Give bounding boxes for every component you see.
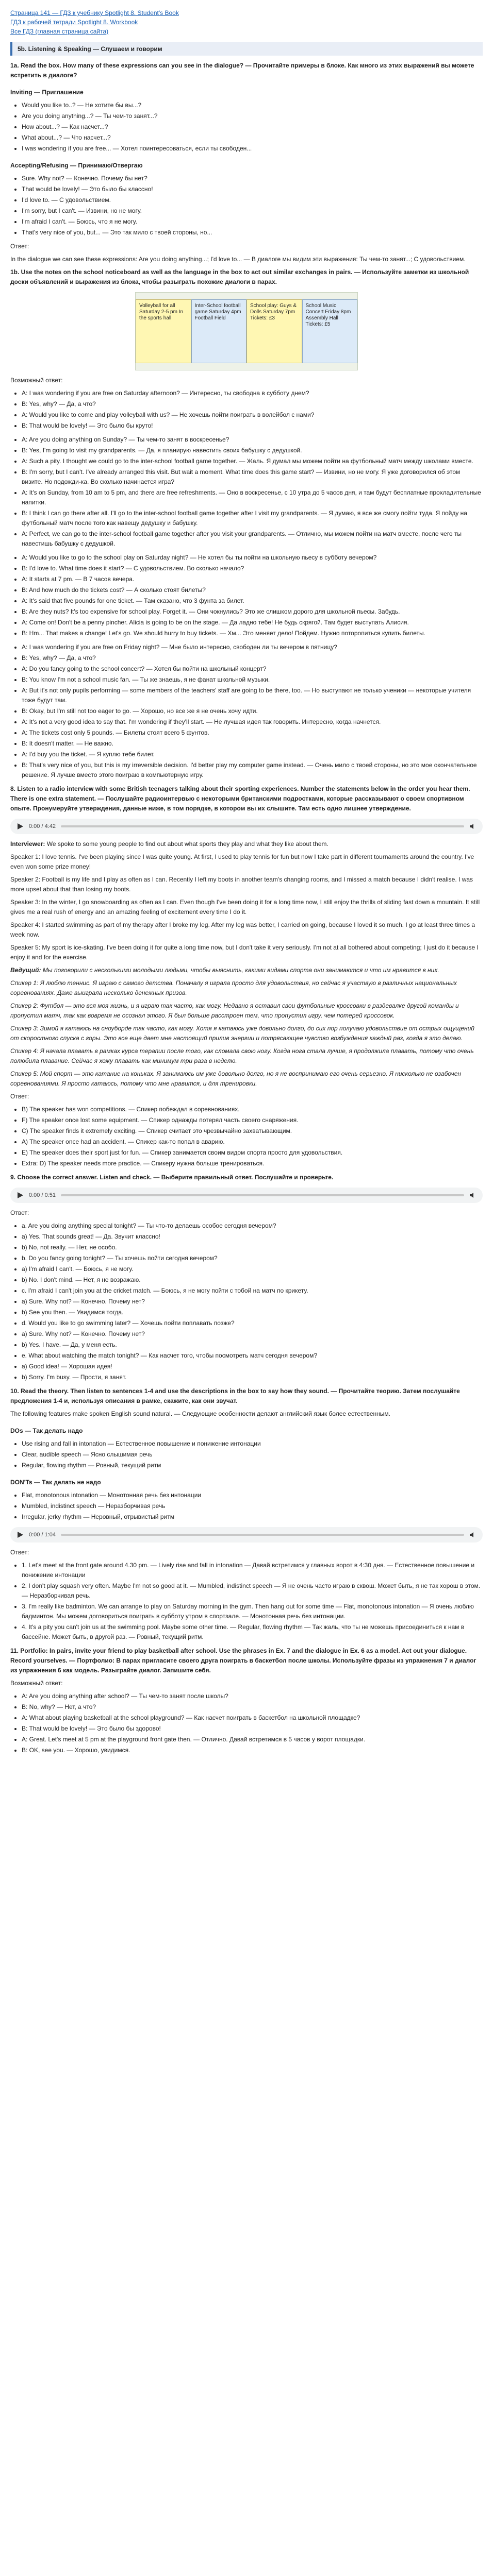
- theory-title: The following features make spoken English sound natural. — Следующие особенности делают английский язык более естественным.: [10, 1410, 390, 1417]
- list-item: • 3. I'm really like badminton. We can arrange to play on Saturday morning in the gym. Then hang out for some time — Flat, monotonous intonation — Я очень люблю бадминтон. Мы можем договориться поиграть в субботу утром в спортзале. — Монотонная речь без интонации.: [22, 1602, 483, 1621]
- dialogue-line: • A: Are you doing anything after school? — Ты чем-то занят после школы?: [22, 1691, 483, 1701]
- dialogue: [10, 642, 483, 780]
- main-content: [0, 61, 493, 1755]
- dialogue-line: • B: That would be lovely! — Это было бы круто!: [22, 421, 483, 431]
- dialogue-line: • A: Great. Let's meet at 5 pm at the playground front gate then. — Отлично. Давай встретимся в 5 часов у ворот площадки.: [22, 1735, 483, 1744]
- translation-text: Спикер 5: Мой спорт — это катание на коньках. Я занимаюсь им уже довольно долго, но я не воспринимаю его очень серьезно. Я нисколько не озабочен соревнованиями. Я просто катаюсь, потому что мне нравится, и для тренировки.: [10, 1070, 462, 1087]
- dialogue-line: • A: Would you like to go to the school play on Saturday night? — Не хотел бы ты пойти на школьную пьесу в субботу вечером?: [22, 553, 483, 563]
- notice-note: School Music Concert Friday 8pm Assembly Hall Tickets: £5: [302, 299, 358, 363]
- exercise-task: 8. Listen to a radio interview with some British teenagers talking about their sporting experiences. Number the statements below in the order you hear them. There is one extra statement. — Послушайте радиоинтервью с некоторыми британскими подростками, которые рассказывают о своем спортивном опыте. Пронумеруйте утверждения, данные ниже, в том порядке, в котором вы их слышите. Там есть одно лишнее утверждение.: [10, 785, 470, 812]
- list-item: • 2. I don't play squash very often. Maybe I'm not so good at it. — Mumbled, indistinct speech — Я не очень часто играю в сквош. Может быть, я не так хорош в этом. — Неразборчивая речь.: [22, 1581, 483, 1601]
- dialogue-line: • B: Hm... That makes a change! Let's go. We should hurry to buy tickets. — Хм... Это меняет дело! Пойдем. Нужно поторопиться купить билеты.: [22, 629, 483, 638]
- list-item: • 4. It's a pity you can't join us at the swimming pool. Maybe some other time. — Regular, flowing rhythm — Так жаль, что ты не можешь присоединиться к нам в бассейне. Может быть, в другой раз. — Ровный, текущий ритм.: [22, 1622, 483, 1642]
- dialogue: [10, 435, 483, 549]
- subheading: Inviting — Приглашение: [10, 89, 84, 96]
- translation-text: Спикер 4: Я начала плавать в рамках курса терапии после того, как сломала свою ногу. Когда нога стала лучше, я продолжила плавать, потому что очень полюбила плавание. Сейчас я хожу плавать как минимум три раза в неделю.: [10, 1047, 474, 1064]
- translation-text: Спикер 3: Зимой я катаюсь на сноуборде так часто, как могу. Хотя я катаюсь уже довольно долго, до сих пор получаю удовольствие от острых ощущений от скоростного спуска с горы. Это все еще дает мне настоящий прилив энергии и потрясающее чувство возбуждения каждый раз, когда я это делаю.: [10, 1025, 474, 1042]
- question-item: • c. I'm afraid I can't join you at the cricket match. — Боюсь, я не могу пойти с тобой на матч по крикету.: [22, 1286, 483, 1296]
- breadcrumb-link[interactable]: Страница 141 — ГДЗ к учебнику Spotlight 8. Student's Book: [10, 9, 179, 16]
- dialogue-line: • B: You know I'm not a school music fan. — Ты же знаешь, я не фанат школьной музыки.: [22, 675, 483, 685]
- list-item: • Irregular, jerky rhythm — Неровный, отрывистый ритм: [22, 1512, 483, 1522]
- audio-progress-bar[interactable]: [61, 825, 464, 827]
- dialogue-line: • B: OK, see you. — Хорошо, увидимся.: [22, 1745, 483, 1755]
- option-item: • b) Yes. I have. — Да, у меня есть.: [22, 1340, 483, 1350]
- dialogue: [10, 553, 483, 638]
- list-item: • Would you like to..? — Не хотите бы вы...?: [22, 100, 483, 110]
- audio-player[interactable]: [10, 1188, 483, 1203]
- option-item: • a) Yes. That sounds great! — Да. Звучит классно!: [22, 1232, 483, 1242]
- option-item: • a) I'm afraid I can't. — Боюсь, я не могу.: [22, 1264, 483, 1274]
- question-item: • d. Would you like to go swimming later? — Хочешь пойти поплавать позже?: [22, 1318, 483, 1328]
- exercise-task: 11. Portfolio: In pairs, invite your friend to play basketball after school. Use the phrases in Ex. 7 and the dialogue in Ex. 6 as a model. Act out your dialogue. Record yourselves. — Портфолио: В парах пригласите своего друга поиграть в баскетбол после школы. Используйте фразы из упражнения 7 и диалог из упражнения 6 как модель. Разыграйте диалог. Запишите себя.: [10, 1647, 476, 1674]
- breadcrumb-link[interactable]: ГДЗ к рабочей тетради Spotlight 8. Workbook: [10, 19, 138, 26]
- question-item: • a. Are you doing anything special tonight? — Ты что-то делаешь особое сегодня вечером?: [22, 1221, 483, 1231]
- noticeboard-image: [135, 292, 358, 370]
- dialogue-line: • A: Are you doing anything on Sunday? — Ты чем-то занят в воскресенье?: [22, 435, 483, 445]
- subheading: DON'Ts — Так делать не надо: [10, 1479, 101, 1486]
- list-item: • I'm sorry, but I can't. — Извини, но не могу.: [22, 206, 483, 216]
- play-icon[interactable]: [17, 823, 24, 830]
- answer-label: Ответ:: [10, 1549, 29, 1556]
- dialogue-line: • B: It doesn't matter. — Не важно.: [22, 739, 483, 749]
- list-item: • Clear, audible speech — Ясно слышимая речь: [22, 1450, 483, 1460]
- notice-note: Inter-School football game Saturday 4pm Football Field: [191, 299, 247, 363]
- answer-label: Возможный ответ:: [10, 377, 63, 384]
- translation-text: Спикер 2: Футбол — это вся моя жизнь, и я играю так часто, как могу. Недавно я оставил свои футбольные кроссовки в раздевалке другой команды и пропустил матч, так как вовремя не осознал этого. Я был больше расстроен тем, что пропустил игру, чем потерей кроссовок.: [10, 1002, 459, 1019]
- transcript-text: Speaker 4: I started swimming as part of my therapy after I broke my leg. After my leg was better, I carried on going, because I loved it so much. I go at least three times a week now.: [10, 921, 475, 938]
- question-item: • b. Do you fancy going tonight? — Ты хочешь пойти сегодня вечером?: [22, 1253, 483, 1263]
- list-item: • Sure. Why not? — Конечно. Почему бы нет?: [22, 174, 483, 183]
- dialogue-line: • A: I was wondering if you are free on Saturday afternoon? — Интересно, ты свободна в субботу днем?: [22, 388, 483, 398]
- breadcrumb: [0, 0, 493, 39]
- dialogue-line: • A: I'd buy you the ticket. — Я куплю тебе билет.: [22, 750, 483, 759]
- volume-icon[interactable]: [469, 1192, 476, 1199]
- phrase-list: [10, 100, 483, 154]
- question-item: • e. What about watching the match tonight? — Как насчет того, чтобы посмотреть матч сегодня вечером?: [22, 1351, 483, 1361]
- dialogue-line: • A: I was wondering if you are free on Friday night? — Мне было интересно, свободен ли ты вечером в пятницу?: [22, 642, 483, 652]
- translation-text: Мы поговорили с несколькими молодыми людьми, чтобы выяснить, какими видами спорта они занимаются и что им нравится в них.: [42, 967, 439, 974]
- audio-time: 0:00 / 4:42: [29, 823, 56, 829]
- list-item: • E) The speaker does their sport just for fun. — Спикер занимается своим видом спорта просто для удовольствия.: [22, 1148, 483, 1158]
- audio-progress-bar[interactable]: [61, 1194, 464, 1196]
- dialogue-line: • A: Would you like to come and play volleyball with us? — Не хочешь пойти поиграть в волейбол с нами?: [22, 410, 483, 420]
- exercise-task: 1b. Use the notes on the school noticeboard as well as the language in the box to act out similar exchanges in pairs. — Используйте заметки из школьной доски объявлений и выражения из блока, чтобы разыграть похожие диалоги в парах.: [10, 268, 469, 285]
- option-item: • a) Good idea! — Хорошая идея!: [22, 1362, 483, 1371]
- dialogue-line: • B: Okay, but I'm still not too eager to go. — Хорошо, но все же я не очень хочу идти.: [22, 706, 483, 716]
- option-item: • b) No. I don't mind. — Нет, я не возражаю.: [22, 1275, 483, 1285]
- list-item: • A) The speaker once had an accident. — Спикер как-то попал в аварию.: [22, 1137, 483, 1147]
- speaker-label: Ведущий:: [10, 967, 41, 974]
- list-item: • Flat, monotonous intonation — Монотонная речь без интонации: [22, 1490, 483, 1500]
- option-item: • a) Sure. Why not? — Конечно. Почему нет?: [22, 1297, 483, 1307]
- dialogue: [10, 388, 483, 431]
- transcript-text: Speaker 5: My sport is ice-skating. I've been doing it for quite a long time now, but I don't take it very seriously. I'm not at all bothered about competing; I just do it because I enjoy it and for the exercise.: [10, 944, 479, 961]
- dialogue-line: • B: That's very nice of you, but this is my irreversible decision. I'd better play my computer game instead. — Очень мило с твоей стороны, но это мое окончательное решение. Я лучше вместо этого поиграю в компьютерную игру.: [22, 760, 483, 780]
- volume-icon[interactable]: [469, 823, 476, 830]
- list-item: • Are you doing anything...? — Ты чем-то занят...?: [22, 111, 483, 121]
- list-item: • Regular, flowing rhythm — Ровный, текущий ритм: [22, 1461, 483, 1470]
- list-item: • I'm afraid I can't. — Боюсь, что я не могу.: [22, 217, 483, 227]
- dialogue-line: • A: It's on Sunday, from 10 am to 5 pm, and there are free refreshments. — Оно в воскресенье, с 10 утра до 5 часов дня, и там будут бесплатные прохладительные напитки.: [22, 488, 483, 507]
- dialogue-line: • B: No, why? — Нет, а что?: [22, 1702, 483, 1712]
- list-item: • I was wondering if you are free... — Хотел поинтересоваться, если ты свободен...: [22, 144, 483, 154]
- play-icon[interactable]: [17, 1531, 24, 1538]
- answer-label: Ответ:: [10, 1209, 29, 1216]
- list-item: • How about...? — Как насчет...?: [22, 122, 483, 132]
- speaker-label: Interviewer:: [10, 840, 45, 848]
- answer-label: Ответ:: [10, 1093, 29, 1100]
- dialogue-line: • A: But it's not only pupils performing — some members of the teachers' staff are going to be there, too. — Но выступают не только ученики — некоторые учителя тоже будут там.: [22, 686, 483, 705]
- answer-label: Возможный ответ:: [10, 1680, 63, 1687]
- audio-time: 0:00 / 0:51: [29, 1192, 56, 1198]
- audio-progress-bar[interactable]: [61, 1534, 464, 1536]
- transcript-text: Speaker 3: In the winter, I go snowboarding as often as I can. Even though I've been doing it for a long time now, I still enjoy the thrills of sliding fast down a mountain. It still gives me a real rush of energy and an amazing feeling of excitement every time I do it.: [10, 899, 480, 916]
- transcript-text: We spoke to some young people to find out about what sports they play and what they like about them.: [46, 840, 328, 848]
- phrase-list: [10, 174, 483, 238]
- dos-list: [10, 1439, 483, 1470]
- dialogue-line: • A: Perfect, we can go to the inter-school football game together after you visit your grandparents. — Отлично, мы можем пойти на матч вместе, после чего ты навестишь бабушку с дедушкой.: [22, 529, 483, 549]
- answer-text: In the dialogue we can see these expressions: Are you doing anything...; I'd love to... — В диалоге мы видим эти выражения: Ты чем-то занят...; С удовольствием.: [10, 256, 466, 263]
- dialogue-line: • B: Are they nuts? It's too expensive for school play. Forget it. — Они чокнулись? Это же слишком дорого для школьной пьесы. Забудь.: [22, 607, 483, 617]
- answer-label: Ответ:: [10, 243, 29, 250]
- answer-list: [10, 1105, 483, 1168]
- subheading: Accepting/Refusing — Принимаю/Отвергаю: [10, 162, 143, 169]
- dialogue-line: • A: It's said that five pounds for one ticket. — Там сказано, что 3 фунта за билет.: [22, 596, 483, 606]
- list-item: • B) The speaker has won competitions. — Спикер побеждал в соревнованиях.: [22, 1105, 483, 1114]
- dialogue-line: • B: I'm sorry, but I can't. I've already arranged this visit. But wait a moment. What time does this game start? — Извини, но не могу. Я уже договорился об этом визите. Но подожди-ка. Во сколько начинается игра?: [22, 467, 483, 487]
- list-item: • That's very nice of you, but... — Это так мило с твоей стороны, но...: [22, 228, 483, 238]
- donts-list: [10, 1490, 483, 1522]
- subheading: DOs — Так делать надо: [10, 1427, 83, 1434]
- option-item: • b) Sorry. I'm busy. — Прости, я занят.: [22, 1372, 483, 1382]
- option-item: • b) See you then. — Увидимся тогда.: [22, 1308, 483, 1317]
- dialogue-line: • A: It starts at 7 pm. — В 7 часов вечера.: [22, 574, 483, 584]
- transcript-text: Speaker 2: Football is my life and I play as often as I can. Recently I left my boots in another team's changing rooms, and I missed a match because I didn't realise. I was more upset about that than losing my boots.: [10, 876, 473, 893]
- option-item: • b) No, not really. — Нет, не особо.: [22, 1243, 483, 1252]
- list-item: • Extra: D) The speaker needs more practice. — Спикеру нужна больше тренироваться.: [22, 1159, 483, 1168]
- list-item: • Mumbled, indistinct speech — Неразборчивая речь: [22, 1501, 483, 1511]
- list-item: • C) The speaker finds it extremely exciting. — Спикер считает это чрезвычайно захватывающим.: [22, 1126, 483, 1136]
- dialogue-line: • B: Yes, why? — Да, а что?: [22, 653, 483, 663]
- transcript-text: Speaker 1: I love tennis. I've been playing since I was quite young. At first, I used to play tennis for fun but now I take part in different tournaments around the country. I've even won some prize money!: [10, 853, 474, 870]
- dialogue-line: • B: Yes, I'm going to visit my grandparents. — Да, я планирую навестить своих бабушку с дедушкой.: [22, 446, 483, 455]
- list-item: • Use rising and fall in intonation — Естественное повышение и понижение интонации: [22, 1439, 483, 1449]
- audio-time: 0:00 / 1:04: [29, 1531, 56, 1538]
- play-icon[interactable]: [17, 1192, 24, 1199]
- audio-player[interactable]: [10, 1527, 483, 1543]
- dialogue-line: • B: And how much do the tickets cost? — А сколько стоят билеты?: [22, 585, 483, 595]
- list-item: • I'd love to. — С удовольствием.: [22, 195, 483, 205]
- option-item: • a) Sure. Why not? — Конечно. Почему нет?: [22, 1329, 483, 1339]
- dialogue-line: • A: The tickets cost only 5 pounds. — Билеты стоят всего 5 фунтов.: [22, 728, 483, 738]
- list-item: • F) The speaker once lost some equipment. — Спикер однажды потерял часть своего снаряжения.: [22, 1115, 483, 1125]
- translation-text: Спикер 1: Я люблю теннис. Я играю с самого детства. Поначалу я играла просто для удовольствия, но сейчас я участвую в различных национальных соревнованиях. Даже выиграла несколько денежных призов.: [10, 979, 457, 996]
- dialogue-line: • B: That would be lovely! — Это было бы здорово!: [22, 1724, 483, 1734]
- dialogue-line: • B: I think I can go there after all. I'll go to the inter-school football game together after I visit my grandparents. — Я думаю, я все же смогу пойти туда. Я пойду на футбольный матч после того как навещу дедушку и бабушку.: [22, 509, 483, 528]
- dialogue-line: • A: Come on! Don't be a penny pincher. Alicia is going to be on the stage. — Да ладно тебе! Не будь скрягой. Там будет выступать Алисия.: [22, 618, 483, 628]
- list-item: • What about...? — Что насчет...?: [22, 133, 483, 143]
- dialogue-line: • B: Yes, why? — Да, а что?: [22, 399, 483, 409]
- answer-list: [10, 1221, 483, 1382]
- audio-player[interactable]: [10, 819, 483, 834]
- list-item: • 1. Let's meet at the front gate around 4.30 pm. — Lively rise and fall in intonation — Давай встретимся у главных ворот в 4:30 дня. — Естественное повышение и понижение интонации: [22, 1561, 483, 1580]
- exercise-task: 9. Choose the correct answer. Listen and check. — Выберите правильный ответ. Послушайте и проверьте.: [10, 1174, 334, 1181]
- dialogue-line: • B: I'd love to. What time does it start? — С удовольствием. Во сколько начало?: [22, 564, 483, 573]
- volume-icon[interactable]: [469, 1531, 476, 1538]
- dialogue-line: • A: Such a pity. I thought we could go to the inter-school football game together. — Жаль. Я думал мы можем пойти на футбольный матч между школами вместе.: [22, 456, 483, 466]
- notice-note: School play: Guys & Dolls Saturday 7pm Tickets: £3: [247, 299, 302, 363]
- exercise-task: 1a. Read the box. How many of these expressions can you see in the dialogue? — Прочитайте примеры в блоке. Как много из этих выражений вы можете встретить в диалоге?: [10, 62, 474, 79]
- section-title: 5b. Listening & Speaking — Слушаем и говорим: [10, 42, 483, 56]
- dialogue-line: • A: What about playing basketball at the school playground? — Как насчет поиграть в баскетбол на школьной площадке?: [22, 1713, 483, 1723]
- dialogue-line: • A: Do you fancy going to the school concert? — Хотел бы пойти на школьный концерт?: [22, 664, 483, 674]
- list-item: • That would be lovely! — Это было бы классно!: [22, 184, 483, 194]
- dialogue-line: • A: It's not a very good idea to say that. I'm wondering if they'll start. — Не лучшая идея так говорить. Интересно, когда начнется.: [22, 717, 483, 727]
- dialogue: [10, 1691, 483, 1755]
- answer-list: [10, 1561, 483, 1642]
- exercise-task: 10. Read the theory. Then listen to sentences 1-4 and use the descriptions in the box to say how they sound. — Прочитайте теорию. Затем послушайте предложения 1-4 и, используя описания в рамке, скажите, как они звучат.: [10, 1387, 460, 1404]
- notice-note: Volleyball for all Saturday 2-5 pm In the sports hall: [136, 299, 191, 363]
- breadcrumb-link[interactable]: Все ГДЗ (главная страница сайта): [10, 28, 109, 35]
